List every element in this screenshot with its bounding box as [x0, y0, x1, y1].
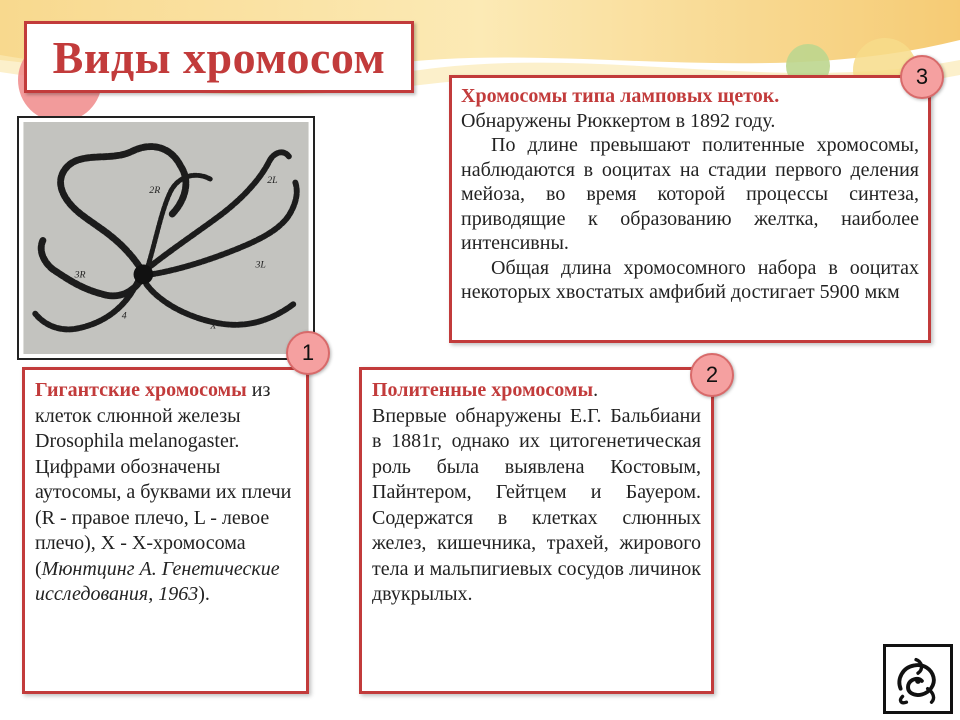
giant-chromosomes-reference: Мюнтцинг А. Генетические исследования, 1963	[35, 557, 280, 605]
polytene-chromosome-image	[23, 122, 309, 354]
badge-3: 3	[900, 55, 944, 99]
badge-2: 2	[690, 353, 734, 397]
svg-text:4: 4	[121, 310, 127, 322]
polytene-description: Впервые обнаружены Е.Г. Бальбиани в 1881г, однако их цитогенетическая роль была выявлена Костовым, Пайнтером, Гейтцем и Бауером. Содержатся в клетках слюнных желез, кишечника, трахей, жирового тела и мальпигиевых сосудов личинок двукрылых.	[372, 404, 701, 605]
logo	[883, 644, 953, 714]
polytene-heading: Политенные хромосомы	[372, 379, 594, 401]
badge-1: 1	[286, 331, 330, 375]
polytene-heading-line	[372, 378, 701, 404]
polytene-heading-suffix: .	[593, 379, 599, 401]
svg-text:2R: 2R	[149, 184, 161, 196]
svg-text:X: X	[210, 320, 217, 332]
giant-chromosomes-text	[35, 378, 296, 608]
lampbrush-heading: Хромосомы типа ламповых щеток.	[461, 85, 780, 107]
giant-chromosomes-heading: Гигантские хромосомы	[35, 379, 247, 401]
svg-text:2L: 2L	[267, 174, 278, 186]
lampbrush-length: Общая длина хромосомного набора в ооцитах некоторых хвостатых амфибий достигает 5900 мкм	[461, 256, 919, 303]
lampbrush-heading-line	[461, 84, 919, 109]
logo-emblem-icon	[889, 650, 947, 708]
giant-chromosomes-card	[22, 367, 309, 694]
lampbrush-chromosomes-card	[449, 75, 931, 343]
slide-title: Виды хромосом	[52, 31, 386, 83]
lampbrush-description: По длине превышают политенные хромосомы, наблюдаются в ооцитах на стадии первого деления мейоза, во время которой процессы синтеза, приводящие к образованию желтка, наиболее интенсивны.	[461, 134, 919, 254]
lampbrush-discovery: Обнаружены Рюккертом в 1892 году.	[461, 109, 776, 132]
polytene-chromosomes-card	[359, 367, 714, 694]
svg-text:3R: 3R	[74, 269, 86, 281]
giant-chromosomes-body-end: ).	[198, 583, 210, 605]
chromosome-photo	[17, 116, 315, 360]
giant-chromosomes-body: из клеток слюнной железы Drosophila melanogaster. Цифрами обозначены аутосомы, а буквами их плечи (R - правое плечо, L - левое плечо), X - X-хромосома (	[35, 379, 292, 580]
svg-text:3L: 3L	[255, 259, 266, 271]
title-box	[24, 21, 414, 93]
